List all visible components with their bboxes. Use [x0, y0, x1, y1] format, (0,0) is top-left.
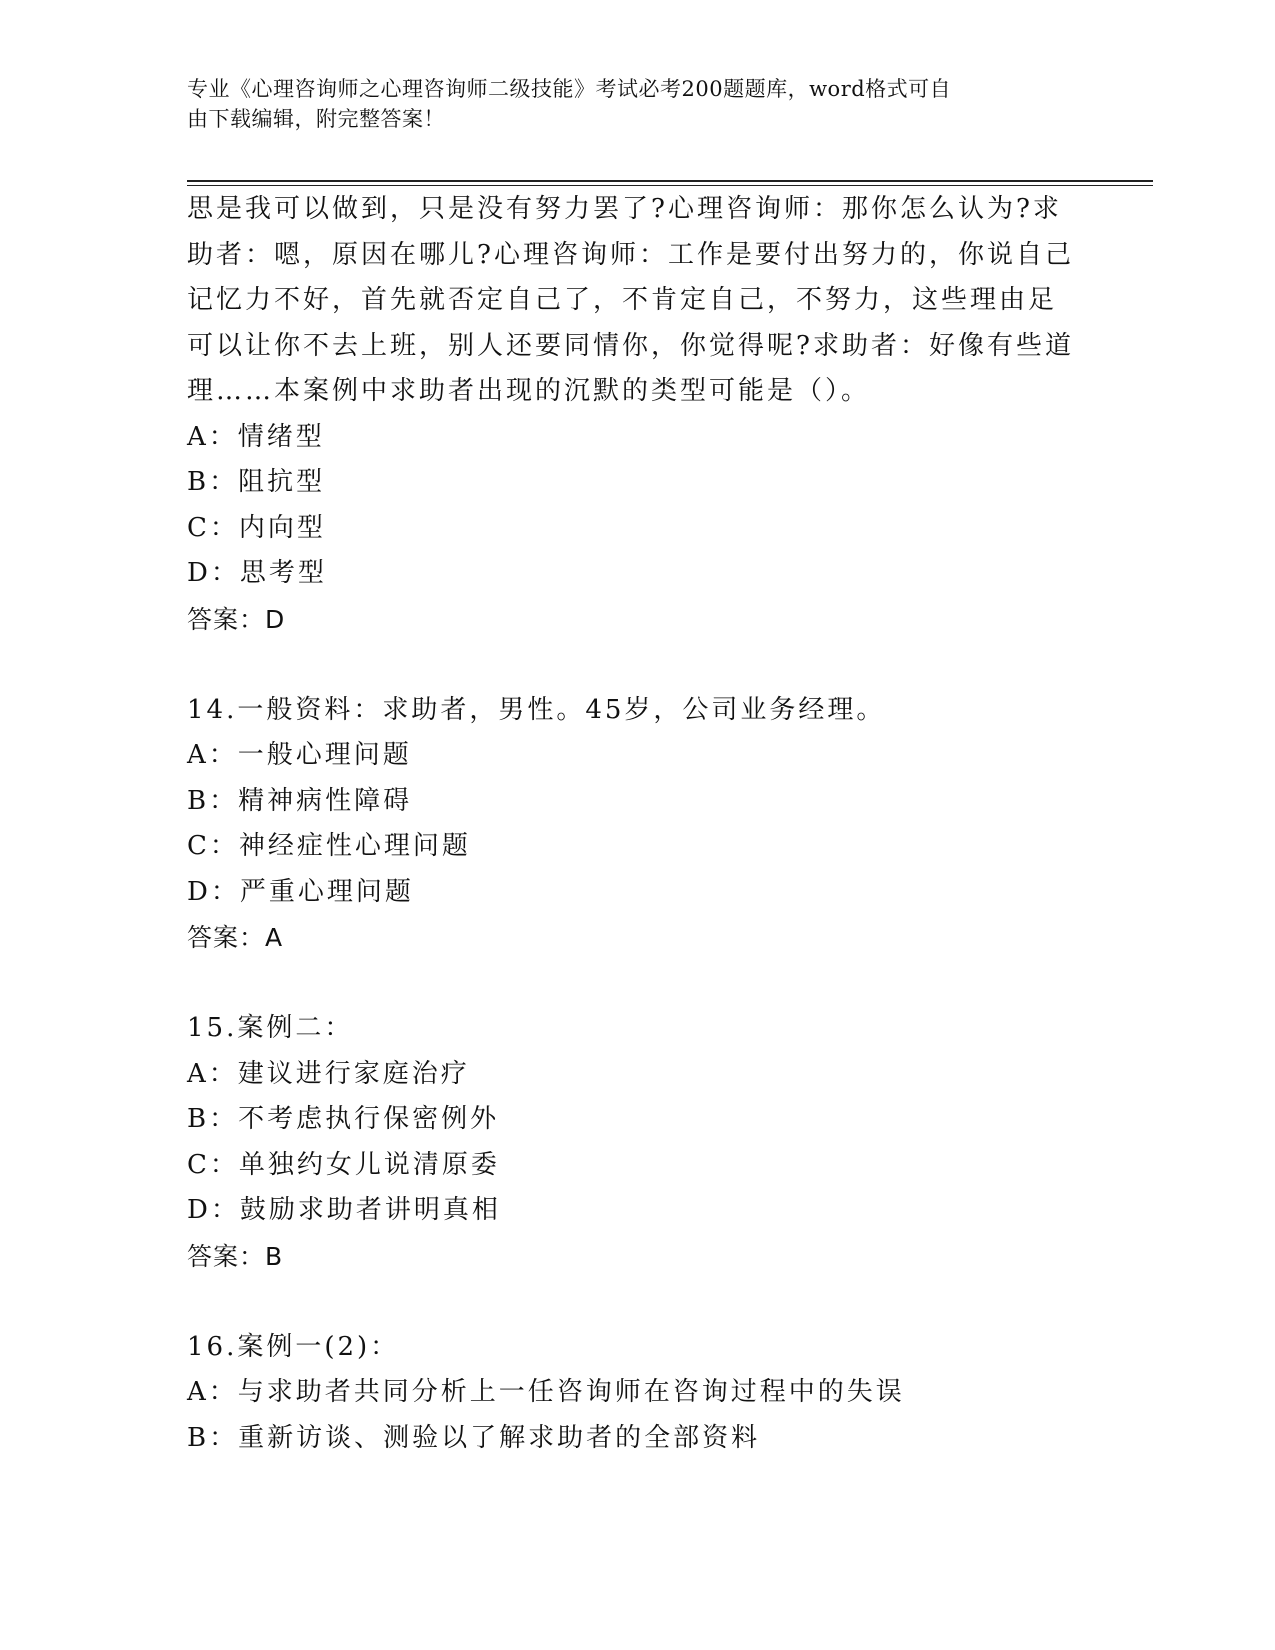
question-stem: 15.案例二： — [187, 1013, 354, 1043]
option-b: B：阻抗型 — [187, 467, 326, 497]
document-body — [187, 187, 1087, 1461]
option-a: A：情绪型 — [187, 421, 325, 452]
question-16 — [187, 1325, 1087, 1462]
option-a: A：建议进行家庭治疗 — [187, 1058, 470, 1089]
question-stem-line: 理……本案例中求助者出现的沉默的类型可能是（）。 — [187, 376, 871, 406]
document-header — [187, 74, 1067, 134]
option-a: A：与求助者共同分析上一任咨询师在咨询过程中的失误 — [187, 1377, 905, 1407]
option-b: B：精神病性障碍 — [187, 785, 413, 816]
spacer — [187, 642, 1087, 688]
option-c: C：内向型 — [187, 512, 326, 543]
answer-line: 答案：D — [187, 604, 286, 634]
answer-line: 答案：B — [187, 1241, 284, 1271]
spacer — [187, 1279, 1087, 1325]
header-divider-thick — [187, 180, 1153, 182]
header-divider-thin — [187, 185, 1153, 186]
question-stem-line: 思是我可以做到，只是没有努力罢了?心理咨询师：那你怎么认为?求 — [187, 194, 1062, 224]
question-stem: 14.一般资料：求助者，男性。45岁，公司业务经理。 — [187, 694, 886, 725]
option-d: D：鼓励求助者讲明真相 — [187, 1195, 501, 1225]
question-13-continued — [187, 187, 1087, 642]
option-d: D：严重心理问题 — [187, 876, 414, 907]
spacer — [187, 961, 1087, 1007]
answer-line: 答案：A — [187, 923, 284, 952]
question-15 — [187, 1006, 1087, 1279]
option-b: B：不考虑执行保密例外 — [187, 1104, 500, 1134]
option-d: D：思考型 — [187, 558, 327, 588]
question-stem-line: 助者：嗯，原因在哪儿?心理咨询师：工作是要付出努力的，你说自己 — [187, 239, 1074, 270]
option-b: B：重新访谈、测验以了解求助者的全部资料 — [187, 1422, 761, 1453]
option-c: C：单独约女儿说清原委 — [187, 1149, 500, 1180]
question-stem: 16.案例一(2)： — [187, 1331, 400, 1362]
question-14 — [187, 688, 1087, 961]
option-c: C：神经症性心理问题 — [187, 831, 471, 861]
question-stem-line: 记忆力不好，首先就否定自己了，不肯定自己，不努力，这些理由足 — [187, 285, 1058, 315]
header-line-1: 专业《心理咨询师之心理咨询师二级技能》考试必考200题题库，word格式可自 — [187, 77, 952, 101]
question-stem-line: 可以让你不去上班，别人还要同情你，你觉得呢?求助者：好像有些道 — [187, 330, 1074, 361]
option-a: A：一般心理问题 — [187, 740, 412, 770]
header-line-2: 由下载编辑，附完整答案！ — [187, 107, 445, 131]
